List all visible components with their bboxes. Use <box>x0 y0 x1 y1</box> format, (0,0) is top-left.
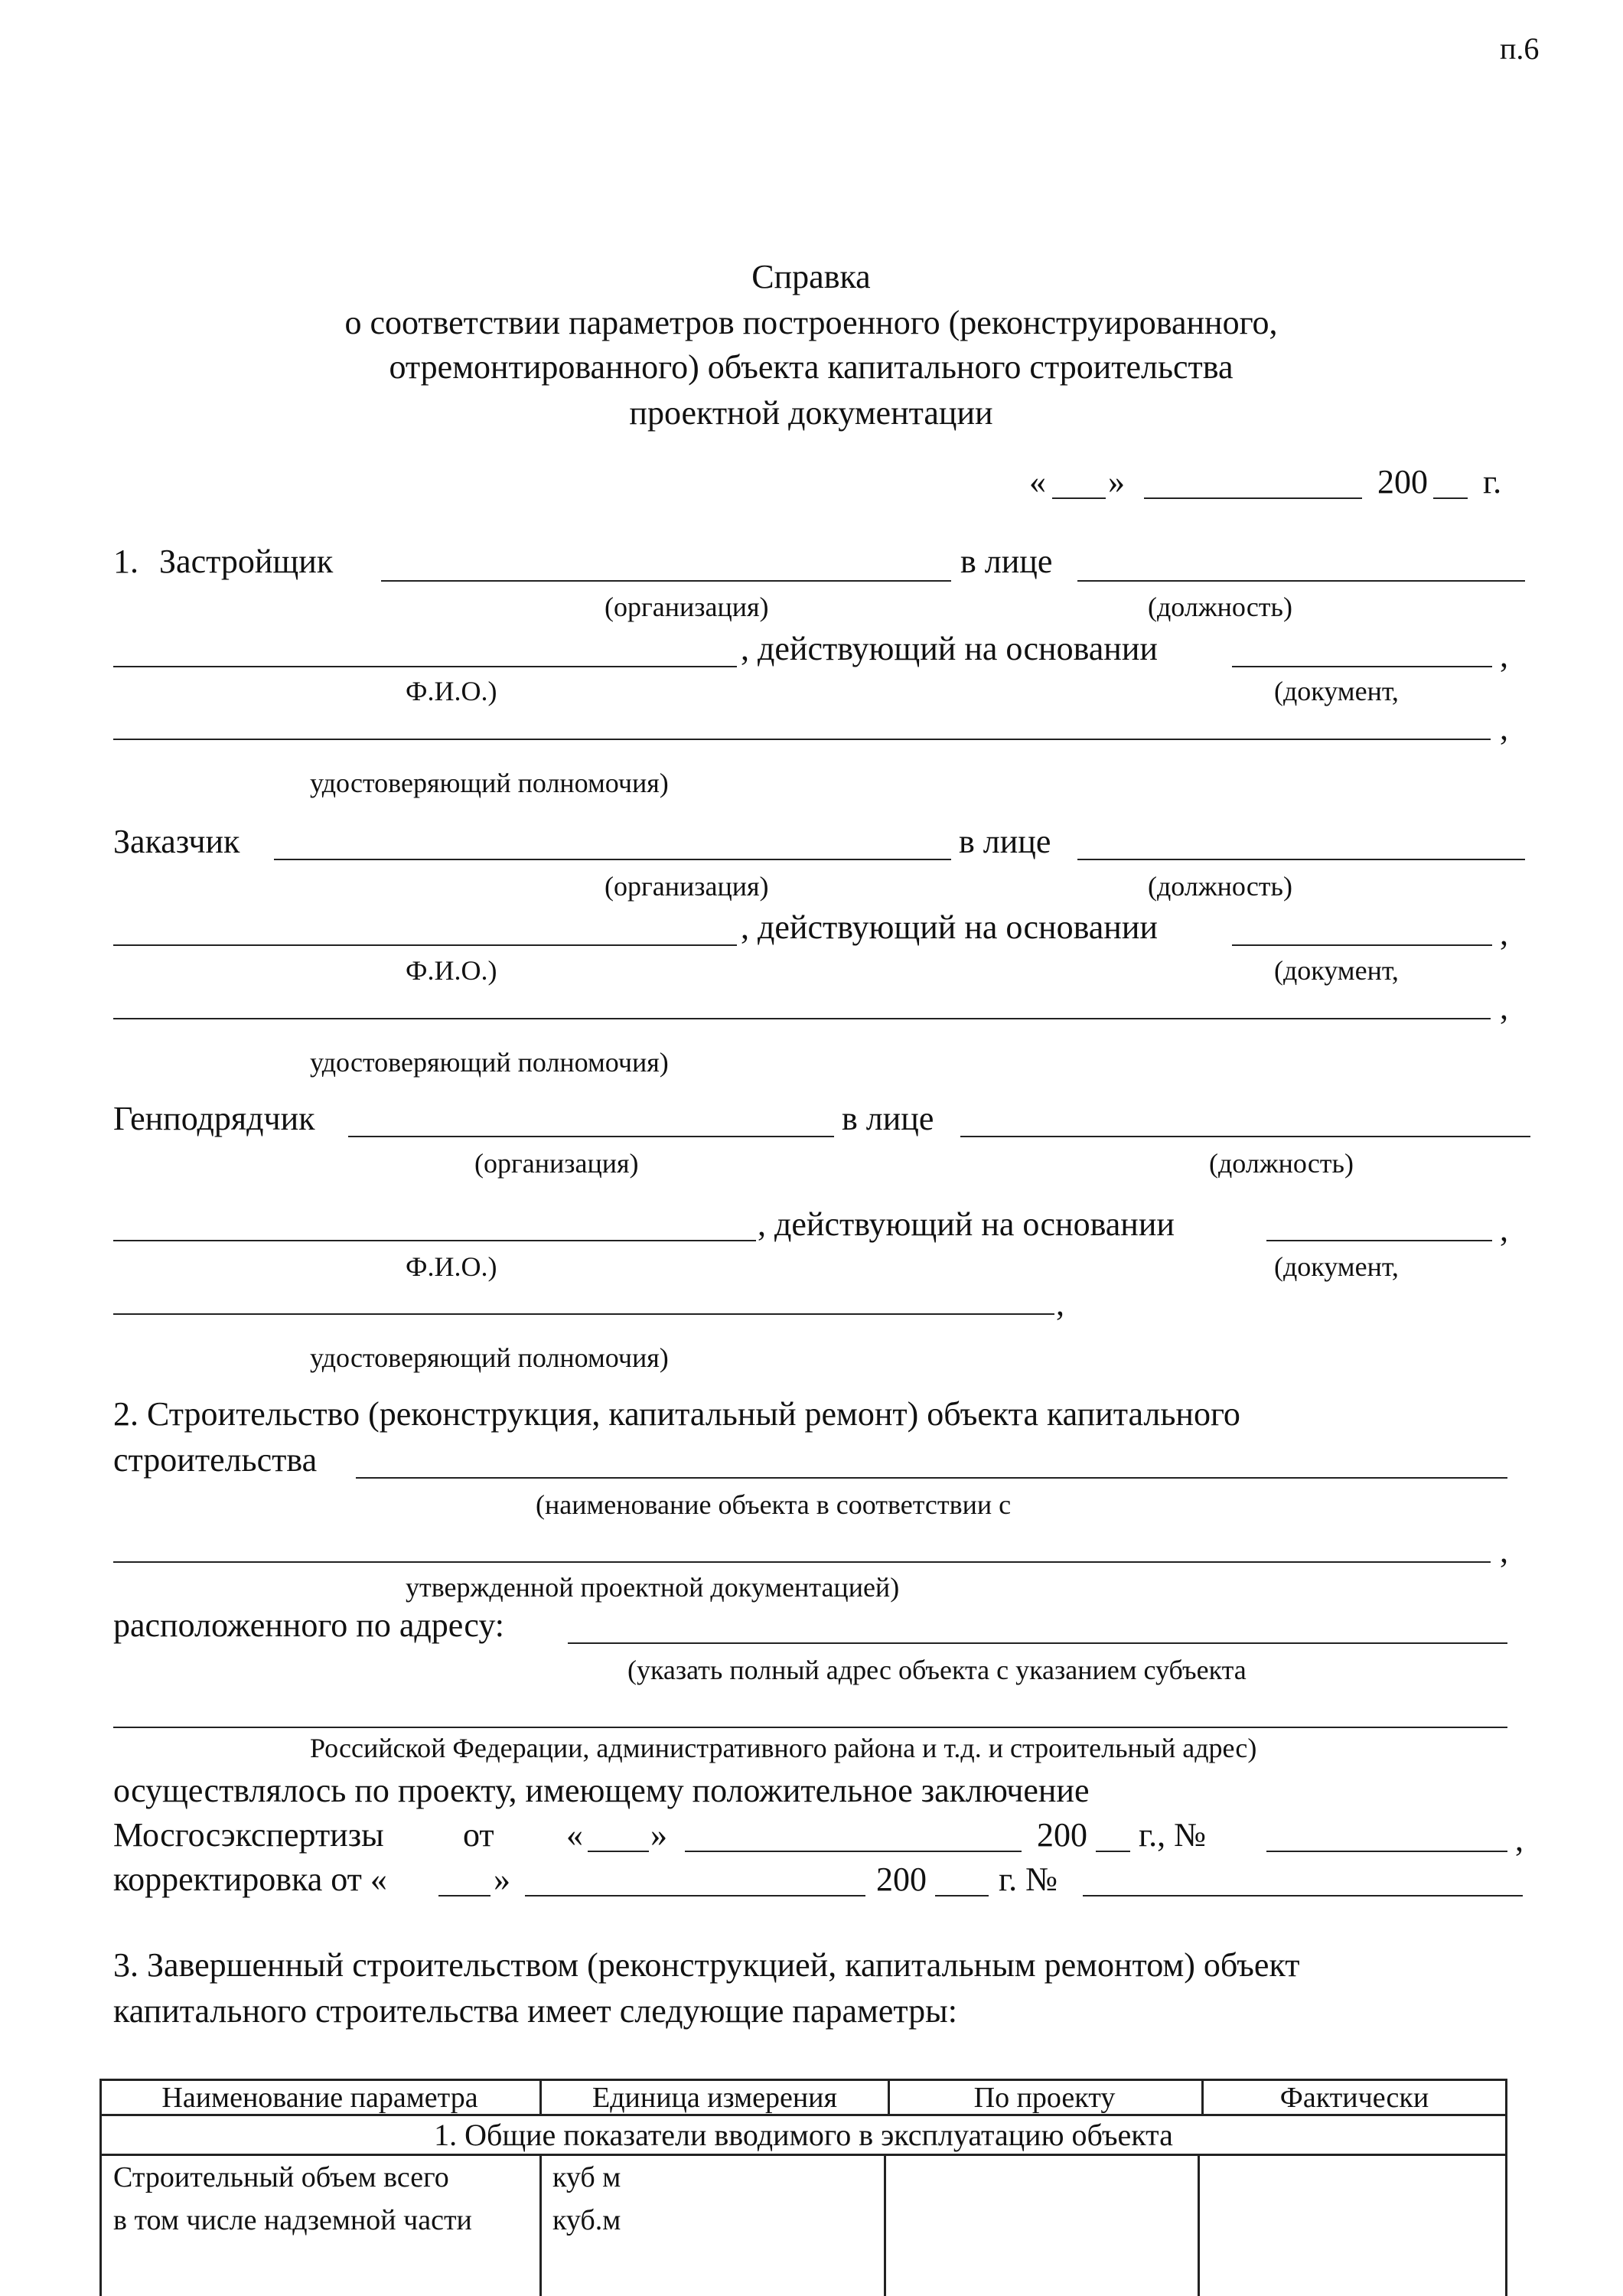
zastroyshchik-post-field[interactable] <box>1077 580 1525 582</box>
section3-heading: 3. Завершенный строительством (реконструкцией, капитальным ремонтом) объект <box>113 1946 1300 1984</box>
table-cell-actual-input[interactable] <box>1209 2203 1500 2239</box>
table-cell-actual-input[interactable] <box>1209 2160 1500 2197</box>
mge-month-field[interactable] <box>685 1851 1022 1852</box>
date-day-field[interactable] <box>1052 497 1106 499</box>
zakazchik-doc-field[interactable] <box>1232 944 1492 946</box>
genpodryadchik-label: Генподрядчик <box>113 1100 315 1137</box>
address-continuation-field[interactable] <box>113 1727 1507 1728</box>
document-subtitle-line2: отремонтированного) объекта капитального строительства <box>389 348 1234 386</box>
table-cell-unit: куб м <box>552 2161 621 2193</box>
project-line: осуществлялось по проекту, имеющему положительное заключение <box>113 1772 1090 1809</box>
zastroyshchik-doc-field[interactable] <box>1232 666 1492 667</box>
table-cell-project-input[interactable] <box>895 2160 1190 2197</box>
document-title: Справка <box>751 258 871 295</box>
genpodryadchik-post-field[interactable] <box>960 1136 1530 1137</box>
object-name-continuation-field[interactable] <box>113 1561 1491 1563</box>
correction-year-field[interactable] <box>935 1895 989 1896</box>
zakazchik-post-field[interactable] <box>1077 859 1525 860</box>
correction-day-field[interactable] <box>438 1895 490 1896</box>
table-cell-name: в том числе надземной части <box>113 2204 472 2236</box>
document-subtitle-line3: проектной документации <box>629 394 993 432</box>
zakazchik-org-field[interactable] <box>274 859 951 860</box>
zakazchik-fio-field[interactable] <box>113 944 737 946</box>
address-field[interactable] <box>568 1642 1507 1644</box>
correction-month-field[interactable] <box>525 1895 865 1896</box>
zakazchik-label: Заказчик <box>113 823 240 860</box>
date-month-field[interactable] <box>1144 497 1362 499</box>
section2-heading: 2. Строительство (реконструкция, капитальный ремонт) объекта капитального <box>113 1395 1240 1433</box>
table-header-unit: Единица измерения <box>592 2082 837 2114</box>
table-header-name: Наименование параметра <box>161 2082 478 2114</box>
zastroyshchik-doc-continuation-field[interactable] <box>113 739 1491 740</box>
table-group-title: 1. Общие показатели вводимого в эксплуатацию объекта <box>434 2118 1173 2152</box>
mge-number-field[interactable] <box>1266 1851 1507 1852</box>
genpodryadchik-doc-continuation-field[interactable] <box>113 1313 1054 1315</box>
table-header-project: По проекту <box>973 2082 1116 2114</box>
address-label: расположенного по адресу: <box>113 1606 504 1644</box>
table-cell-unit: куб.м <box>552 2204 621 2236</box>
zastroyshchik-label: Застройщик <box>159 543 334 580</box>
zastroyshchik-fio-field[interactable] <box>113 666 737 667</box>
date-year-field[interactable] <box>1433 497 1468 499</box>
section1-number: 1. <box>113 543 139 580</box>
page-number: п.6 <box>1500 31 1540 66</box>
zakazchik-doc-continuation-field[interactable] <box>113 1018 1491 1019</box>
correction-number-field[interactable] <box>1083 1895 1523 1896</box>
document-subtitle-line1: о соответствии параметров построенного (реконструированного, <box>344 304 1278 341</box>
table-cell-name: Строительный объем всего <box>113 2161 449 2193</box>
mge-day-field[interactable] <box>588 1851 649 1852</box>
object-name-field[interactable] <box>356 1477 1507 1479</box>
genpodryadchik-fio-field[interactable] <box>113 1240 756 1241</box>
table-cell-project-input[interactable] <box>895 2203 1190 2239</box>
table-header-actual: Фактически <box>1279 2082 1429 2114</box>
mge-year-field[interactable] <box>1096 1851 1130 1852</box>
zastroyshchik-org-field[interactable] <box>381 580 951 582</box>
genpodryadchik-doc-field[interactable] <box>1266 1240 1492 1241</box>
genpodryadchik-org-field[interactable] <box>348 1136 834 1137</box>
